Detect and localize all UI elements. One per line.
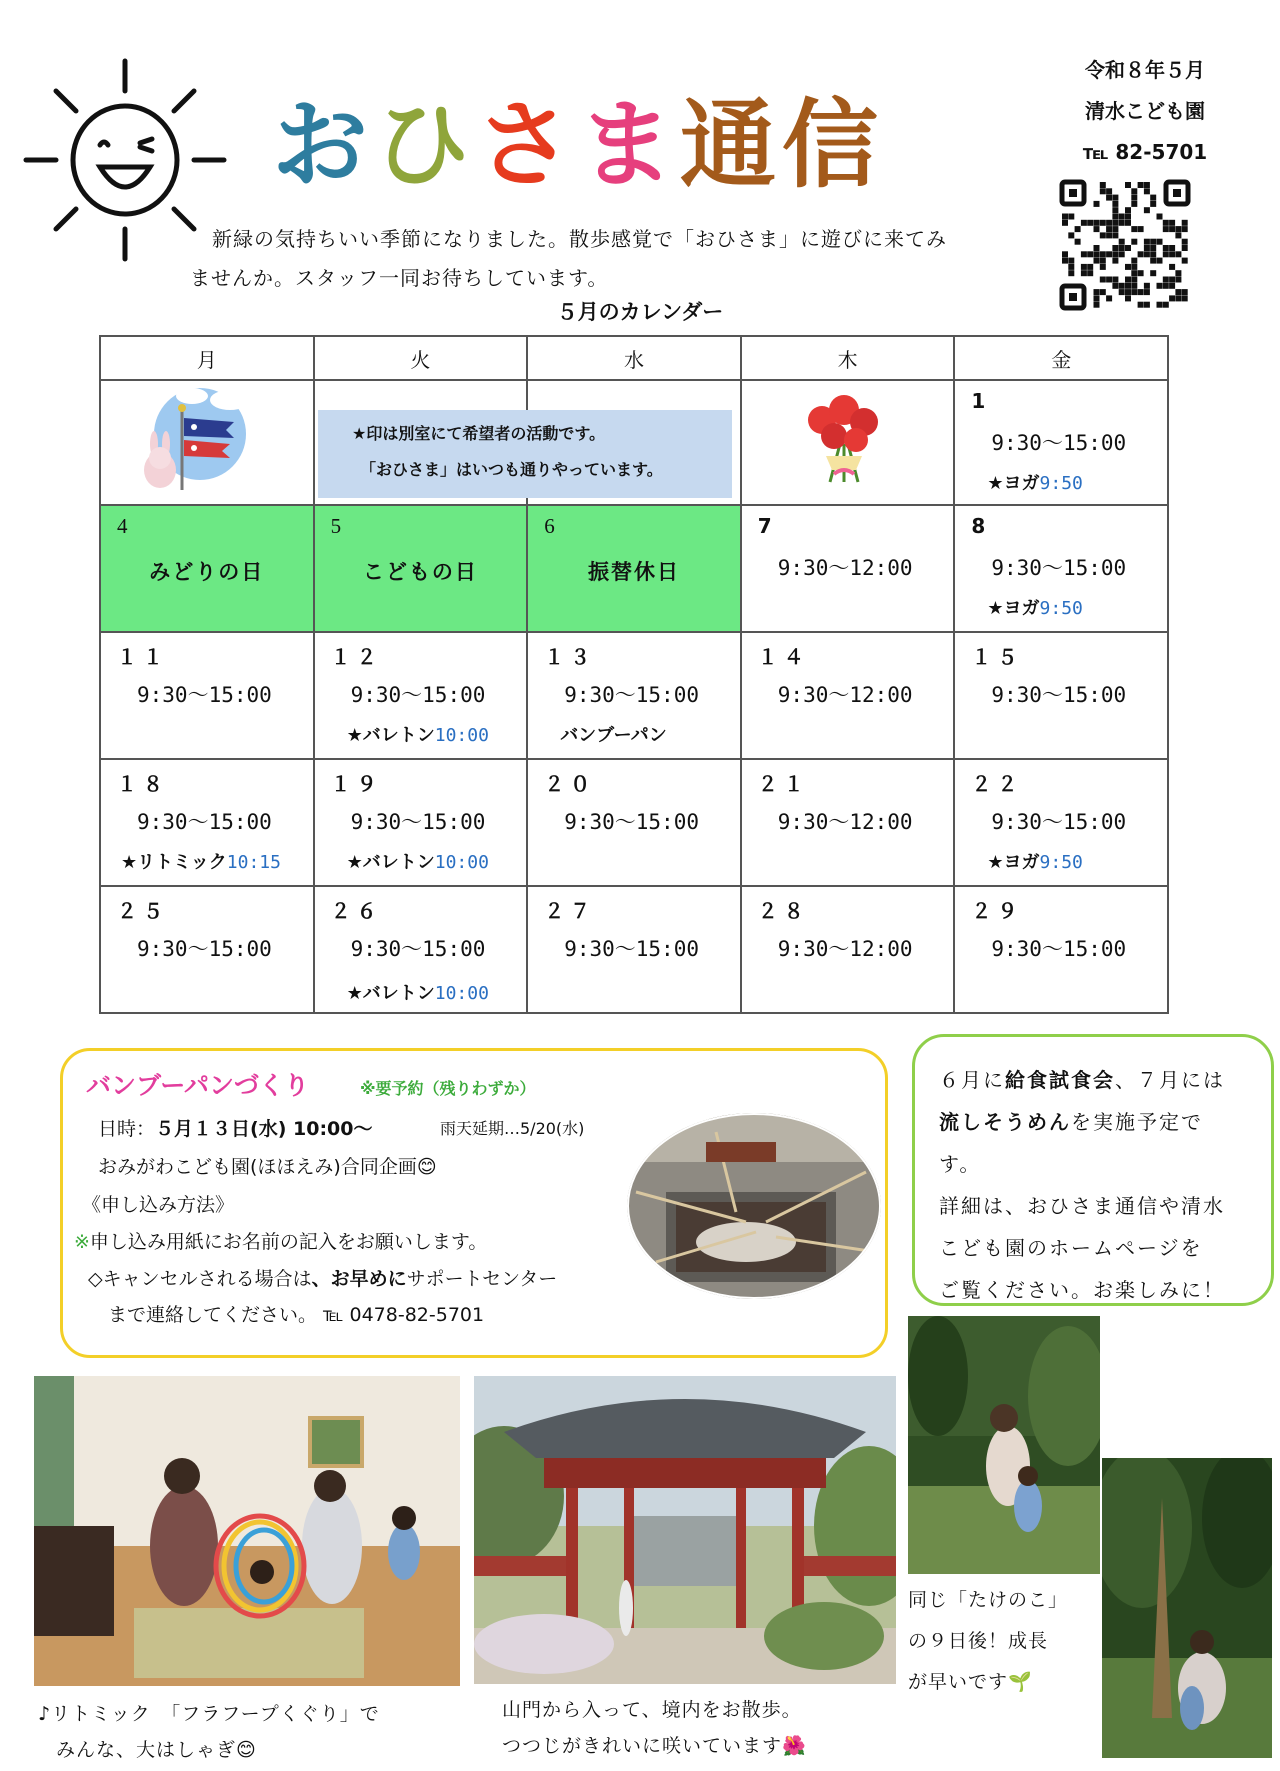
open-hours: 9:30～12:00 xyxy=(777,556,913,580)
activity xyxy=(987,469,1083,495)
qr-module xyxy=(1112,220,1118,226)
weekday-header: 火 xyxy=(314,336,528,380)
day-number: ２２ xyxy=(971,772,1024,796)
qr-module xyxy=(1100,277,1106,283)
activity-label: ★ヨガ xyxy=(987,598,1040,619)
calendar-cell xyxy=(741,886,955,1013)
activity-label: ★バレトン xyxy=(346,983,435,1004)
qr-module xyxy=(1182,245,1188,251)
holiday-name: みどりの日 xyxy=(149,560,265,584)
qr-module xyxy=(1125,207,1131,213)
activity-label: ★バレトン xyxy=(346,852,435,873)
open-hours: 9:30～15:00 xyxy=(350,683,486,707)
qr-module xyxy=(1182,220,1188,226)
qr-module xyxy=(1169,295,1175,301)
qr-module xyxy=(1175,226,1181,232)
qr-module xyxy=(1100,289,1106,295)
day-number: ２８ xyxy=(757,899,810,923)
qr-module xyxy=(1112,258,1118,264)
qr-module xyxy=(1157,283,1163,289)
qr-module xyxy=(1163,245,1169,251)
events-line: す。 xyxy=(939,1152,982,1176)
qr-module xyxy=(1075,239,1081,245)
qr-module xyxy=(1100,258,1106,264)
qr-module xyxy=(1062,214,1068,220)
qr-module xyxy=(1131,270,1137,276)
qr-module xyxy=(1144,245,1150,251)
weekday-header: 水 xyxy=(527,336,741,380)
qr-module xyxy=(1150,270,1156,276)
application-text xyxy=(74,1227,487,1254)
date-label: 日時： xyxy=(98,1118,156,1140)
event-name: 流しそうめん xyxy=(939,1110,1071,1134)
activity xyxy=(347,979,489,1005)
calendar-cell xyxy=(954,632,1168,759)
apply-text: 申し込み用紙にお名前の記入をお願いします。 xyxy=(89,1231,488,1253)
caption-line: みんな、大はしゃぎ😊 xyxy=(56,1739,257,1761)
calendar-cell xyxy=(954,759,1168,886)
qr-module xyxy=(1131,226,1137,232)
weekday-header: 月 xyxy=(100,336,314,380)
org-name: 清水こども園 xyxy=(1085,99,1205,123)
qr-module xyxy=(1068,270,1074,276)
activity-time: 10:00 xyxy=(434,852,489,873)
qr-module xyxy=(1100,251,1106,257)
note-mark: ※ xyxy=(74,1231,90,1253)
issue-date: 令和８年５月 xyxy=(1085,58,1205,82)
qr-module xyxy=(1106,277,1112,283)
qr-module xyxy=(1144,207,1150,213)
qr-module xyxy=(1131,264,1137,270)
calendar-cell xyxy=(100,632,314,759)
qr-module xyxy=(1131,283,1137,289)
qr-module xyxy=(1087,220,1093,226)
intro-text xyxy=(190,220,1030,298)
qr-module xyxy=(1062,251,1068,257)
qr-module xyxy=(1169,251,1175,257)
day-number: １１ xyxy=(117,645,169,669)
intro-line: 新緑の気持ちいい季節になりました。散歩感覚で「おひさま」に遊びに来てみ xyxy=(212,227,947,251)
qr-module xyxy=(1112,201,1118,207)
calendar-cell xyxy=(100,759,314,886)
events-line xyxy=(939,1059,1251,1101)
qr-module xyxy=(1125,289,1131,295)
caption-line: の９日後！成長 xyxy=(908,1630,1049,1652)
qr-module xyxy=(1182,295,1188,301)
weekday-header: 金 xyxy=(954,336,1168,380)
qr-module xyxy=(1169,264,1175,270)
qr-module xyxy=(1087,264,1093,270)
qr-module xyxy=(1144,182,1150,188)
day-number: １８ xyxy=(117,772,169,796)
joint-event xyxy=(98,1152,437,1179)
qr-module xyxy=(1068,214,1074,220)
qr-module xyxy=(1106,232,1112,238)
calendar-cell xyxy=(314,505,528,632)
qr-module xyxy=(1112,245,1118,251)
qr-module xyxy=(1157,302,1163,308)
qr-module xyxy=(1125,295,1131,301)
qr-module xyxy=(1081,270,1087,276)
day-number: ２６ xyxy=(330,899,383,923)
caption-line: ♪リトミック 「フラフープくぐり」で xyxy=(38,1703,380,1725)
upcoming-events-box xyxy=(912,1034,1274,1306)
weekday-header: 木 xyxy=(741,336,955,380)
title-char: お xyxy=(272,89,374,201)
calendar-cell xyxy=(741,505,955,632)
qr-module xyxy=(1157,258,1163,264)
activity-time: 9:50 xyxy=(1039,598,1083,619)
qr-module xyxy=(1169,226,1175,232)
qr-module xyxy=(1131,258,1137,264)
events-line: ご覧ください。お楽しみに！ xyxy=(939,1278,1225,1302)
qr-module xyxy=(1081,251,1087,257)
open-hours: 9:30～15:00 xyxy=(991,810,1127,834)
qr-module xyxy=(1087,251,1093,257)
qr-module xyxy=(1125,182,1131,188)
activity xyxy=(560,721,667,747)
qr-module xyxy=(1119,239,1125,245)
qr-module xyxy=(1169,220,1175,226)
bamboo-shoot-photo-2 xyxy=(1102,1458,1272,1758)
title-char: 通 xyxy=(680,89,782,201)
holiday-name: こどもの日 xyxy=(362,560,478,584)
calendar-cell xyxy=(527,759,741,886)
temple-gate-photo xyxy=(474,1376,896,1684)
phone-number: ℡ 82-5701 xyxy=(1082,140,1208,164)
qr-module xyxy=(1100,264,1106,270)
qr-module xyxy=(1150,245,1156,251)
calendar-cell xyxy=(314,632,528,759)
calendar-cell xyxy=(527,632,741,759)
event-name: 給食試食会 xyxy=(1005,1068,1115,1092)
qr-module xyxy=(1138,226,1144,232)
cancel-part: サポートセンター xyxy=(406,1268,558,1290)
qr-module xyxy=(1131,201,1137,207)
qr-module xyxy=(1112,232,1118,238)
activity xyxy=(347,848,489,874)
activity xyxy=(987,848,1083,874)
qr-module xyxy=(1150,239,1156,245)
rhythmic-caption xyxy=(38,1696,380,1768)
qr-module xyxy=(1157,239,1163,245)
qr-module xyxy=(1150,258,1156,264)
day-number: 7 xyxy=(757,514,778,538)
qr-module xyxy=(1068,232,1074,238)
qr-module xyxy=(1119,283,1125,289)
day-number: １５ xyxy=(971,645,1024,669)
qr-module xyxy=(1175,232,1181,238)
note-line: ★印は別室にて希望者の活動です。 xyxy=(352,424,606,443)
title-char: 信 xyxy=(782,89,884,201)
qr-module xyxy=(1144,239,1150,245)
qr-module xyxy=(1163,251,1169,257)
issue-info xyxy=(1030,50,1260,173)
calendar-cell xyxy=(741,759,955,886)
koinobori-rabbit-illustration xyxy=(130,378,260,496)
open-hours: 9:30～15:00 xyxy=(991,556,1127,580)
day-number: 1 xyxy=(971,389,992,413)
open-hours: 9:30～15:00 xyxy=(350,810,486,834)
events-line: こども園のホームページを xyxy=(939,1236,1203,1260)
qr-module xyxy=(1144,283,1150,289)
qr-module xyxy=(1062,220,1068,226)
calendar-cell xyxy=(954,886,1168,1013)
qr-module xyxy=(1138,289,1144,295)
day-number: ２５ xyxy=(117,899,169,923)
qr-module xyxy=(1094,295,1100,301)
calendar-cell xyxy=(954,380,1168,505)
day-number: 6 xyxy=(544,514,561,538)
open-hours: 9:30～12:00 xyxy=(777,810,913,834)
day-number: １９ xyxy=(330,772,383,796)
activity-label: ★バレトン xyxy=(346,725,435,746)
qr-module xyxy=(1125,214,1131,220)
events-line: 詳細は、おひさま通信や清水 xyxy=(939,1194,1225,1218)
open-hours: 9:30～15:00 xyxy=(564,937,699,961)
calendar-note xyxy=(318,410,732,498)
title-char: ひ xyxy=(374,89,476,201)
open-hours: 9:30～15:00 xyxy=(564,683,699,707)
qr-module xyxy=(1150,195,1156,201)
qr-module xyxy=(1106,188,1112,194)
rhythmic-hula-hoop-photo xyxy=(34,1376,460,1686)
calendar-cell xyxy=(100,505,314,632)
activity-time: 10:00 xyxy=(434,725,489,746)
calendar-cell xyxy=(314,886,528,1013)
qr-module xyxy=(1144,289,1150,295)
qr-module xyxy=(1112,283,1118,289)
day-number: １４ xyxy=(757,645,810,669)
qr-module xyxy=(1094,289,1100,295)
bamboo-bread-title: バンブーパンづくり xyxy=(86,1071,310,1100)
qr-module xyxy=(1125,283,1131,289)
calendar-cell xyxy=(100,886,314,1013)
application-heading: 《申し込み方法》 xyxy=(82,1194,235,1216)
bamboo-caption xyxy=(908,1580,1068,1703)
text: 、７月には xyxy=(1115,1068,1225,1092)
qr-module xyxy=(1094,251,1100,257)
qr-module xyxy=(1182,289,1188,295)
qr-module xyxy=(1068,258,1074,264)
caption-line: 山門から入って、境内をお散歩。 xyxy=(502,1699,802,1721)
qr-module xyxy=(1094,258,1100,264)
activity-label: バンブーパン xyxy=(560,725,667,746)
qr-module xyxy=(1163,302,1169,308)
qr-module xyxy=(1131,277,1137,283)
qr-module xyxy=(1068,264,1074,270)
qr-code xyxy=(1058,178,1192,312)
activity xyxy=(121,848,281,874)
qr-module xyxy=(1131,289,1137,295)
title-char: ま xyxy=(578,89,680,201)
calendar-cell xyxy=(527,886,741,1013)
qr-module xyxy=(1182,239,1188,245)
qr-module xyxy=(1100,182,1106,188)
qr-module xyxy=(1112,195,1118,201)
qr-module xyxy=(1112,277,1118,283)
open-hours: 9:30～15:00 xyxy=(991,683,1127,707)
qr-module xyxy=(1175,289,1181,295)
qr-module xyxy=(1075,226,1081,232)
day-number: ２１ xyxy=(757,772,810,796)
qr-module xyxy=(1131,239,1137,245)
day-number: 4 xyxy=(117,514,134,538)
qr-module xyxy=(1106,226,1112,232)
day-number: 5 xyxy=(330,514,348,538)
qr-module xyxy=(1081,220,1087,226)
day-number: ２９ xyxy=(971,899,1024,923)
qr-module xyxy=(1182,226,1188,232)
open-hours: 9:30～15:00 xyxy=(564,810,699,834)
qr-module xyxy=(1112,251,1118,257)
holiday-name: 振替休日 xyxy=(587,560,680,584)
qr-module xyxy=(1182,258,1188,264)
qr-module xyxy=(1138,182,1144,188)
qr-module xyxy=(1081,264,1087,270)
event-date xyxy=(98,1114,372,1141)
reservation-note: ※要予約（残りわずか） xyxy=(360,1079,536,1098)
qr-module xyxy=(1169,277,1175,283)
title-char: さ xyxy=(476,89,578,201)
qr-module xyxy=(1169,245,1175,251)
qr-module xyxy=(1106,195,1112,201)
qr-module xyxy=(1125,245,1131,251)
qr-module xyxy=(1163,283,1169,289)
qr-module xyxy=(1163,220,1169,226)
qr-module xyxy=(1094,245,1100,251)
qr-module xyxy=(1119,289,1125,295)
calendar-cell xyxy=(527,505,741,632)
qr-module xyxy=(1119,245,1125,251)
smile-icon: 😊 xyxy=(416,1156,437,1178)
cancel-part: ◇キャンセルされる場合は xyxy=(88,1268,312,1290)
qr-module xyxy=(1163,277,1169,283)
temple-caption xyxy=(502,1692,807,1764)
qr-module xyxy=(1106,251,1112,257)
qr-module xyxy=(1144,302,1150,308)
joint-text: おみがわこども園(ほほえみ)合同企画 xyxy=(98,1156,417,1178)
day-number: ２７ xyxy=(544,899,597,923)
rain-date: 雨天延期…5/20(水) xyxy=(440,1119,585,1138)
qr-module xyxy=(1094,220,1100,226)
events-line xyxy=(939,1101,1251,1143)
activity-label: ★ヨガ xyxy=(987,473,1040,494)
qr-module xyxy=(1157,214,1163,220)
bamboo-bread-photo xyxy=(626,1112,882,1300)
qr-module xyxy=(1138,270,1144,276)
activity-time: 9:50 xyxy=(1039,852,1083,873)
qr-module xyxy=(1138,251,1144,257)
activity-time: 9:50 xyxy=(1039,473,1083,494)
open-hours: 9:30～15:00 xyxy=(137,810,272,834)
calendar-cell xyxy=(741,632,955,759)
qr-module xyxy=(1144,188,1150,194)
day-number: 8 xyxy=(971,514,992,538)
qr-module xyxy=(1119,251,1125,257)
qr-module xyxy=(1125,264,1131,270)
qr-module xyxy=(1094,302,1100,308)
cancel-text xyxy=(88,1264,557,1291)
contact-text: まで連絡してください。 ℡ 0478-82-5701 xyxy=(108,1304,485,1326)
day-number: １３ xyxy=(544,645,597,669)
qr-module xyxy=(1125,277,1131,283)
qr-module xyxy=(1175,295,1181,301)
qr-module xyxy=(1163,226,1169,232)
qr-module xyxy=(1100,220,1106,226)
activity-label: ★ヨガ xyxy=(987,852,1040,873)
qr-module xyxy=(1106,295,1112,301)
calendar-title: ５月のカレンダー xyxy=(556,300,724,324)
text: を実施予定で xyxy=(1071,1110,1203,1134)
text: ６月に xyxy=(939,1068,1005,1092)
qr-module xyxy=(1100,232,1106,238)
caption-line: が早いです🌱 xyxy=(908,1671,1033,1693)
qr-module xyxy=(1131,195,1137,201)
qr-module xyxy=(1150,251,1156,257)
qr-module xyxy=(1062,258,1068,264)
open-hours: 9:30～15:00 xyxy=(350,937,486,961)
bamboo-shoot-photo-1 xyxy=(908,1316,1100,1574)
calendar-cell xyxy=(314,759,528,886)
qr-module xyxy=(1112,226,1118,232)
qr-module xyxy=(1175,251,1181,257)
carnation-illustration xyxy=(800,390,886,486)
caption-line: つつじがきれいに咲いています🌺 xyxy=(502,1735,807,1757)
activity xyxy=(347,721,489,747)
activity-label: ★リトミック xyxy=(121,852,227,873)
cancel-part: 、お早めに xyxy=(311,1268,407,1290)
qr-module xyxy=(1144,251,1150,257)
intro-line: ませんか。スタッフ一同お待ちしています。 xyxy=(190,266,609,290)
note-line: 「おひさま」はいつも通りやっています。 xyxy=(360,460,663,479)
activity xyxy=(987,594,1083,620)
qr-module xyxy=(1112,207,1118,213)
qr-module xyxy=(1094,226,1100,232)
open-hours: 9:30～15:00 xyxy=(137,937,272,961)
open-hours: 9:30～12:00 xyxy=(777,937,913,961)
qr-module xyxy=(1112,214,1118,220)
date-value: ５月１３日(水) 10:00～ xyxy=(155,1118,373,1140)
qr-module xyxy=(1087,270,1093,276)
activity-time: 10:15 xyxy=(226,852,281,873)
activity-time: 10:00 xyxy=(434,983,489,1004)
open-hours: 9:30～12:00 xyxy=(777,683,913,707)
qr-module xyxy=(1119,220,1125,226)
day-number: ２０ xyxy=(544,772,597,796)
qr-module xyxy=(1150,201,1156,207)
qr-module xyxy=(1138,302,1144,308)
qr-module xyxy=(1131,188,1137,194)
qr-module xyxy=(1119,214,1125,220)
qr-module xyxy=(1175,270,1181,276)
calendar-cell xyxy=(954,505,1168,632)
open-hours: 9:30～15:00 xyxy=(137,683,272,707)
qr-module xyxy=(1094,201,1100,207)
qr-module xyxy=(1125,220,1131,226)
qr-module xyxy=(1106,220,1112,226)
open-hours: 9:30～15:00 xyxy=(991,937,1127,961)
open-hours: 9:30～15:00 xyxy=(991,431,1127,455)
newsletter-title xyxy=(272,80,884,210)
qr-module xyxy=(1169,283,1175,289)
caption-line: 同じ「たけのこ」 xyxy=(908,1589,1069,1611)
qr-module xyxy=(1100,188,1106,194)
day-number: １２ xyxy=(330,645,383,669)
qr-module xyxy=(1175,277,1181,283)
